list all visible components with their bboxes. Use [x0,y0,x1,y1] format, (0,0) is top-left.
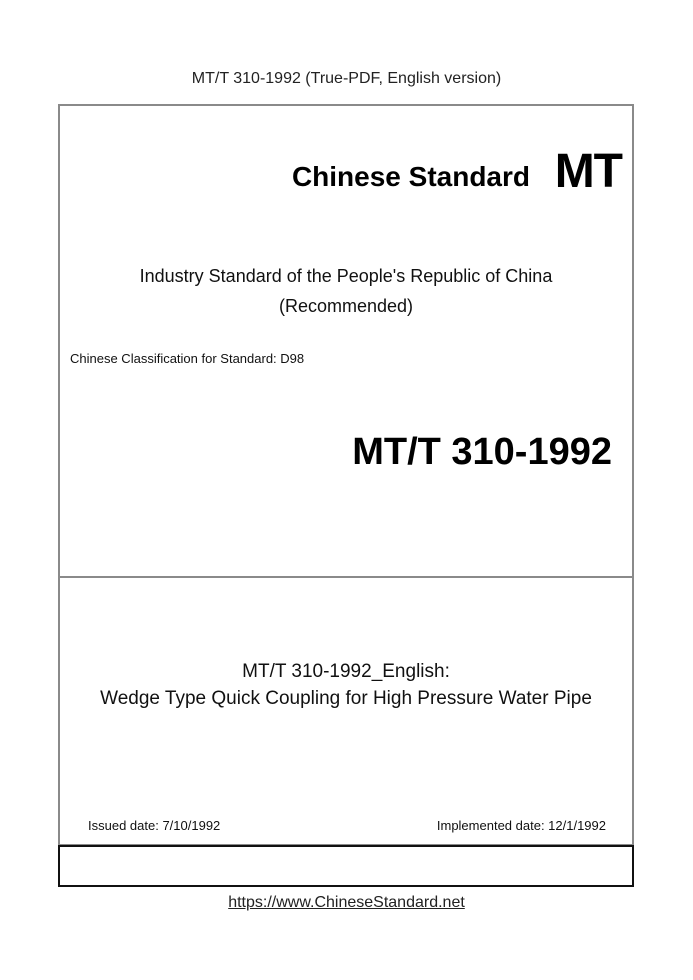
document-title-line-2: Wedge Type Quick Coupling for High Pressure Water Pipe [100,688,592,709]
standard-mark: MT [554,145,622,198]
website-link[interactable]: https://www.ChineseStandard.net [228,894,465,911]
industry-line-1: Industry Standard of the People's Republic of China [139,266,553,286]
section-divider [60,576,632,578]
document-title [60,658,632,712]
cover-heading: Chinese Standard [291,161,530,192]
issued-date: Issued date: 7/10/1992 [88,818,221,833]
document-title-line-1: MT/T 310-1992_English: [242,661,450,682]
implemented-date: Implemented date: 12/1/1992 [436,818,606,833]
cover-frame [58,104,634,846]
classification-text: Chinese Classification for Standard: D98 [70,351,305,366]
industry-standard-text [60,261,632,321]
bottom-box [58,845,634,887]
document-header: MT/T 310-1992 (True-PDF, English version) [191,70,502,87]
industry-line-2: (Recommended) [278,296,414,316]
standard-number: MT/T 310-1992 [352,431,612,473]
